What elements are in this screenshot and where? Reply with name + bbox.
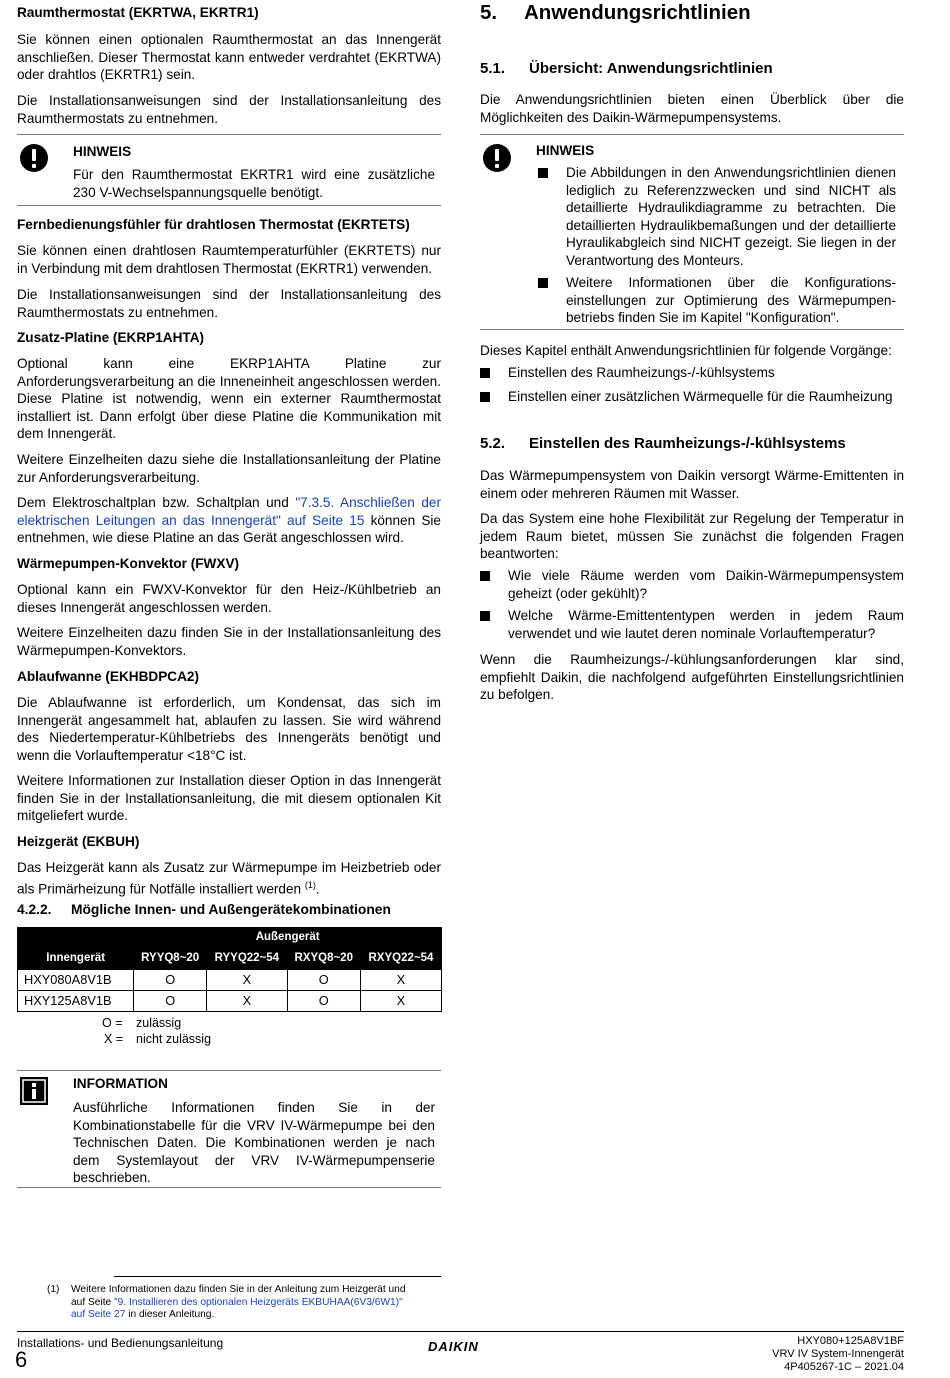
table-cell: O <box>134 970 207 991</box>
text: Dem Elektroschaltplan bzw. Schaltplan und <box>17 495 296 510</box>
section-title: Übersicht: Anwendungsrichtlinien <box>529 60 773 77</box>
table-header: RYYQ8~20 <box>134 949 207 970</box>
footnote-number: (1) <box>47 1284 60 1295</box>
subsection-heading <box>17 901 391 919</box>
list-item <box>478 388 904 406</box>
paragraph: Wenn die Raumheizungs-/-kühlungsanforderungen klar sind, empfiehlt Daikin, die nachfolgend aufgeführten Einstellungsrichtlinien zu befolgen. <box>480 652 904 702</box>
paragraph: Optional kann eine EKRP1AHTA Platine zur Anforderungsverarbeitung an die Inneneinheit angeschlossen werden. Diese Platine ist notwendig, wenn ein externer Raumthermostat installiert ist. Dann erfolgt über diese Platine die Kommunikation mit dem Innengerät. <box>17 356 441 441</box>
table-header: RYYQ22~54 <box>207 949 288 970</box>
subsection-title: Mögliche Innen- und Außengerätekombinationen <box>71 902 391 917</box>
table-cell: O <box>287 991 360 1012</box>
section-title-heater: Heizgerät (EKBUH) <box>17 834 140 849</box>
paragraph: Optional kann ein FWXV-Konvektor für den Heiz-/Kühlbetrieb an dieses Innengerät angeschlossen werden. <box>17 582 441 615</box>
text: Weitere Informationen dazu finden Sie in der Anleitung zum Heizgerät und auf Seite <box>71 1284 406 1308</box>
table-header: RXYQ8~20 <box>287 949 360 970</box>
note-title: HINWEIS <box>73 144 132 159</box>
paragraph: Weitere Einzelheiten dazu finden Sie in der Installationsanleitung des Wärmepumpen-Konvektors. <box>17 625 441 658</box>
table-cell: HXY125A8V1B <box>18 991 134 1012</box>
paragraph: Dieses Kapitel enthält Anwendungsrichtlinien für folgende Vorgänge: <box>480 343 892 358</box>
section-title-pcb: Zusatz-Platine (EKRP1AHTA) <box>17 330 205 345</box>
footnote-rule <box>114 1276 441 1277</box>
footer-rule <box>17 1331 904 1332</box>
list-item <box>536 274 896 327</box>
footer-doc-number: 4P405267-1C – 2021.04 <box>784 1361 904 1373</box>
cross-reference-link[interactable]: "7.3.5. Anschließen der elektrischen Leitungen an das Innengerät" auf Seite 15 <box>17 495 442 528</box>
warning-icon <box>19 143 49 173</box>
text: können Sie entnehmen, wie diese Platine an das Gerät angeschlossen wird. <box>17 512 441 545</box>
bullet-square-icon <box>480 392 490 402</box>
paragraph: Sie können einen drahtlosen Raumtemperaturfühler (EKRTETS) nur in Verbindung mit dem drahtlosen Thermostat (EKRTR1) verwenden. <box>17 243 441 276</box>
paragraph: Weitere Informationen zur Installation dieser Option in das Innengerät finden Sie in der Installationsanleitung, die mit diesem optionalen Kit mitgeliefert wurde. <box>17 773 441 823</box>
subsection-number: 4.2.2. <box>17 902 52 917</box>
note-box <box>17 134 441 206</box>
paragraph: Die Ablaufwanne ist erforderlich, um Kondensat, das sich im Innengerät angesammelt hat, ablaufen zu lassen. Sie wird während des Niedertemperatur-Kühlbetriebs des Innengeräts benötigt und wenn die Vorlauftemperatur <18°C ist. <box>17 695 441 763</box>
table-cell: X <box>207 970 288 991</box>
table-header: RXYQ22~54 <box>360 949 441 970</box>
bullet-list <box>478 364 904 405</box>
list-item <box>478 607 904 642</box>
table-cell: O <box>287 970 360 991</box>
table-corner <box>18 928 134 949</box>
text: Das Heizgerät kann als Zusatz zur Wärmepumpe im Heizbetrieb oder als Primärheizung für Notfälle installiert werden <box>17 860 441 897</box>
info-icon <box>19 1076 49 1106</box>
list-item-text: Wie viele Räume werden vom Daikin-Wärmepumpensystem geheizt (oder gekühlt)? <box>508 568 904 601</box>
note-list <box>536 164 896 327</box>
bullet-square-icon <box>538 168 548 178</box>
page-number: 6 <box>15 1347 28 1372</box>
table-row <box>18 991 442 1012</box>
section-number: 5.2. <box>480 435 506 452</box>
info-box <box>17 1070 441 1188</box>
footnote-link[interactable]: "9. Installieren des optionalen Heizgeräts EKBUHAA(6V3/6W1)" auf Seite 27 <box>71 1296 403 1320</box>
section-title-room-thermostat: Raumthermostat (EKRTWA, EKRTR1) <box>17 5 259 20</box>
footer-product: VRV IV System-Innengerät <box>772 1348 904 1360</box>
info-text: Ausführliche Informationen finden Sie in der Kombinationstabelle für die VRV IV-Wärmepumpe bei den Technischen Daten. Die Kombinationen werden je nach dem Systemlayout der VRV IV-Wärmepumpenserie beschrieben. <box>73 1100 435 1185</box>
daikin-logo: DAIKIN <box>428 1339 479 1354</box>
bullet-square-icon <box>480 611 490 621</box>
chapter-title: Anwendungsrichtlinien <box>524 1 751 24</box>
legend-value: nicht zulässig <box>136 1032 212 1046</box>
paragraph: Da das System eine hohe Flexibilität zur Regelung der Temperatur in jedem Raum bietet, müssen Sie zunächst die folgenden Fragen beantworten: <box>480 511 904 561</box>
footnote-text <box>71 1284 416 1322</box>
text: . <box>315 881 320 897</box>
list-item <box>478 567 904 602</box>
list-item-text: Einstellen des Raumheizungs-/-kühlsystems <box>508 365 775 380</box>
legend-value: zulässig <box>136 1016 182 1030</box>
list-item-text: Die Abbildungen in den Anwendungsrichtlinien dienen lediglich zu Referenzzwecken und sind NICHT als detaillierte Hydraulikdiagramme zu betrachten. Die detaillierten Hydraulikbemaßungen und der detaillierte Hyraulikabgleich sind NICHT gezeigt. Sie liegen in der Verantwortung des Monteurs. <box>566 165 896 268</box>
footer-model: HXY080+125A8V1BF <box>797 1335 904 1347</box>
paragraph-with-link <box>17 494 441 547</box>
paragraph <box>17 859 441 898</box>
list-item <box>536 164 896 269</box>
table-cell: HXY080A8V1B <box>18 970 134 991</box>
footnote-ref[interactable]: (1) <box>304 879 316 890</box>
warning-icon <box>482 143 512 173</box>
legend-key: X = <box>104 1032 124 1046</box>
section-title-drain-pan: Ablaufwanne (EKHBDPCA2) <box>17 669 200 684</box>
text: in dieser Anleitung. <box>125 1309 215 1320</box>
bullet-square-icon <box>538 278 548 288</box>
note-title: HINWEIS <box>536 143 595 158</box>
paragraph: Sie können einen optionalen Raumthermostat an das Innengerät anschließen. Dieser Thermostat kann entweder verdrahtet (EKRTWA) oder drahtlos (EKRTR1) sein. <box>17 32 441 82</box>
paragraph: Die Installationsanweisungen sind der Installationsanleitung des Raumthermostats zu entnehmen. <box>17 93 441 126</box>
section-number: 5.1. <box>480 60 506 77</box>
section-title-remote-sensor: Fernbedienungsfühler für drahtlosen Thermostat (EKRTETS) <box>17 217 410 232</box>
bullet-list <box>478 567 904 642</box>
combination-table <box>17 927 442 1012</box>
table-cell: O <box>134 991 207 1012</box>
table-header: Innengerät <box>18 949 134 970</box>
list-item-text: Welche Wärme-Emittententypen werden in jedem Raum verwendet und wie lautet deren nominale Vorlauftemperatur? <box>508 608 904 641</box>
paragraph: Die Installationsanweisungen sind der Installationsanleitung des Raumthermostats zu entnehmen. <box>17 287 441 320</box>
footer-doc-title: Installations- und Bedienungsanleitung <box>17 1336 224 1350</box>
paragraph: Die Anwendungsrichtlinien bieten einen Überblick über die Möglichkeiten des Daikin-Wärmepumpensystems. <box>480 92 904 125</box>
chapter-number: 5. <box>480 1 498 24</box>
bullet-square-icon <box>480 368 490 378</box>
bullet-square-icon <box>480 571 490 581</box>
table-cell: X <box>207 991 288 1012</box>
table-cell: X <box>360 970 441 991</box>
section-title-convector: Wärmepumpen-Konvektor (FWXV) <box>17 556 240 571</box>
note-text: Für den Raumthermostat EKRTR1 wird eine zusätzliche 230 V-Wechselspannungsquelle benötigt. <box>73 167 435 200</box>
info-title: INFORMATION <box>73 1076 168 1091</box>
list-item <box>478 364 904 382</box>
section-title: Einstellen des Raumheizungs-/-kühlsystems <box>529 435 846 452</box>
paragraph: Weitere Einzelheiten dazu siehe die Installationsanleitung der Platine zur Anforderungsverarbeitung. <box>17 452 441 485</box>
table-group-header: Außengerät <box>134 928 442 949</box>
paragraph: Das Wärmepumpensystem von Daikin versorgt Wärme-Emittenten in einem oder mehreren Räumen mit Wasser. <box>480 468 904 501</box>
list-item-text: Einstellen einer zusätzlichen Wärmequelle für die Raumheizung <box>508 388 893 404</box>
legend-key: O = <box>102 1016 123 1030</box>
table-row <box>18 970 442 991</box>
table-cell: X <box>360 991 441 1012</box>
list-item-text: Weitere Informationen über die Konfigurations-einstellungen zur Optimierung des Wärmepumpen-betriebs finden Sie im Kapitel "Konfiguration". <box>566 275 896 325</box>
note-box <box>480 134 904 330</box>
